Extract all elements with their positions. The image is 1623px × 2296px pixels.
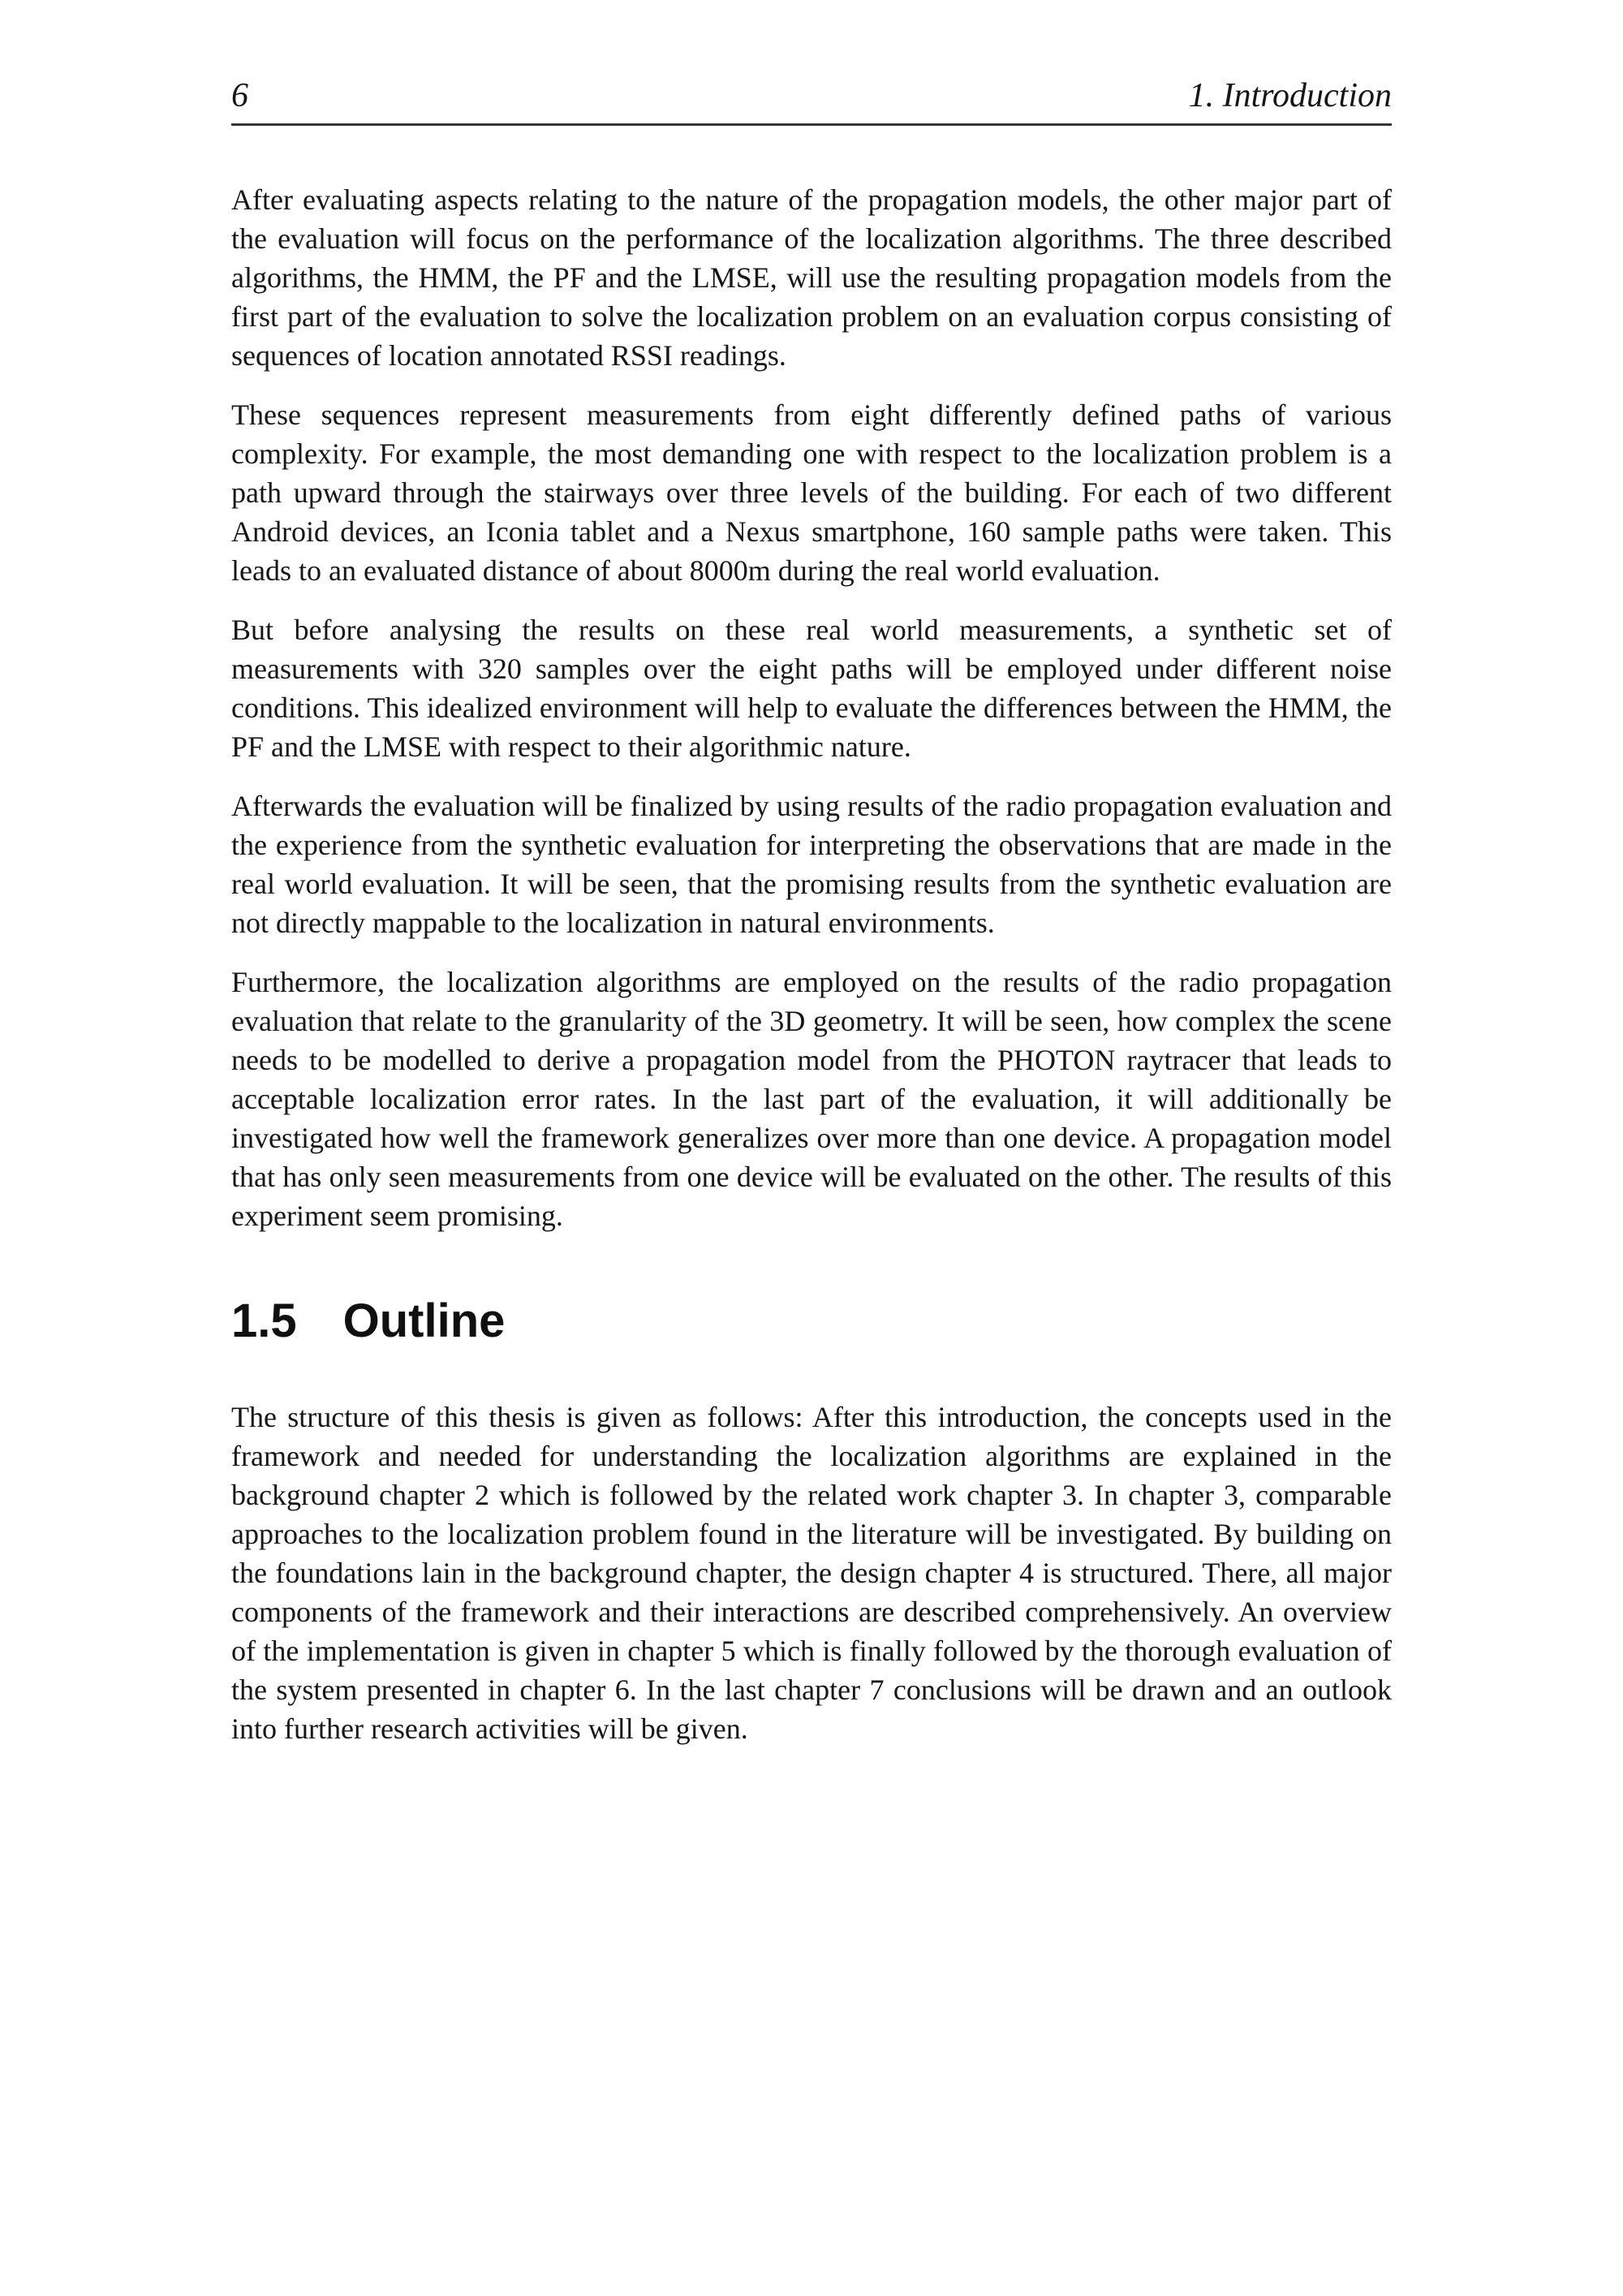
header-rule — [231, 123, 1392, 126]
section-number: 1.5 — [231, 1294, 297, 1347]
paragraph-finalized-evaluation: Afterwards the evaluation will be finalized by using results of the radio propagation evaluation and the experience from the synthetic evaluation for interpreting the observations that are made in the real world evaluation. It will be seen, that the promising results from the synthetic evaluation are not directly mappable to the localization in natural environments. — [231, 790, 1392, 939]
paragraph-granularity-generalization: Furthermore, the localization algorithms are employed on the results of the radio propagation evaluation that relate to the granularity of the 3D geometry. It will be seen, how complex the scene needs to be modelled to derive a propagation model from the PHOTON raytracer that leads to acceptable localization error rates. In the last part of the evaluation, it will additionally be investigated how well the framework generalizes over more than one device. A propagation model that has only seen measurements from one device will be evaluated on the other. The results of this experiment seem promising. — [231, 966, 1392, 1232]
paragraph-evaluation-intro: After evaluating aspects relating to the nature of the propagation models, the other major part of the evaluation will focus on the performance of the localization algorithms. The three described algorithms, the HMM, the PF and the LMSE, will use the resulting propagation models from the first part of the evaluation to solve the localization problem on an evaluation corpus consisting of sequences of location annotated RSSI readings. — [231, 183, 1392, 372]
page-header — [231, 79, 1392, 113]
section-title: Outline — [342, 1294, 506, 1347]
page-body — [231, 180, 1392, 1768]
paragraph-synthetic-measurements: But before analysing the results on these real world measurements, a synthetic set of measurements with 320 samples over the eight paths will be employed under different noise conditions. This idealized environment will help to evaluate the differences between the HMM, the PF and the LMSE with respect to their algorithmic nature. — [231, 614, 1392, 763]
section-heading-outline — [231, 1295, 1392, 1347]
paragraph-thesis-structure: The structure of this thesis is given as follows: After this introduction, the concepts used in the framework and needed for understanding the localization algorithms are explained in the background chapter 2 which is followed by the related work chapter 3. In chapter 3, comparable approaches to the localization problem found in the literature will be investigated. By building on the foundations lain in the background chapter, the design chapter 4 is structured. There, all major components of the framework and their interactions are described comprehensively. An overview of the implementation is given in chapter 5 which is finally followed by the thorough evaluation of the system presented in chapter 6. In the last chapter 7 conclusions will be drawn and an outlook into further research activities will be given. — [231, 1401, 1392, 1745]
page-number: 6 — [231, 77, 248, 114]
running-chapter-title: 1. Introduction — [1188, 77, 1392, 114]
paragraph-sequences-paths: These sequences represent measurements from eight differently defined paths of various complexity. For example, the most demanding one with respect to the localization problem is a path upward through the stairways over three levels of the building. For each of two different Android devices, an Iconia tablet and a Nexus smartphone, 160 sample paths were taken. This leads to an evaluated distance of about 8000m during the real world evaluation. — [231, 398, 1392, 587]
